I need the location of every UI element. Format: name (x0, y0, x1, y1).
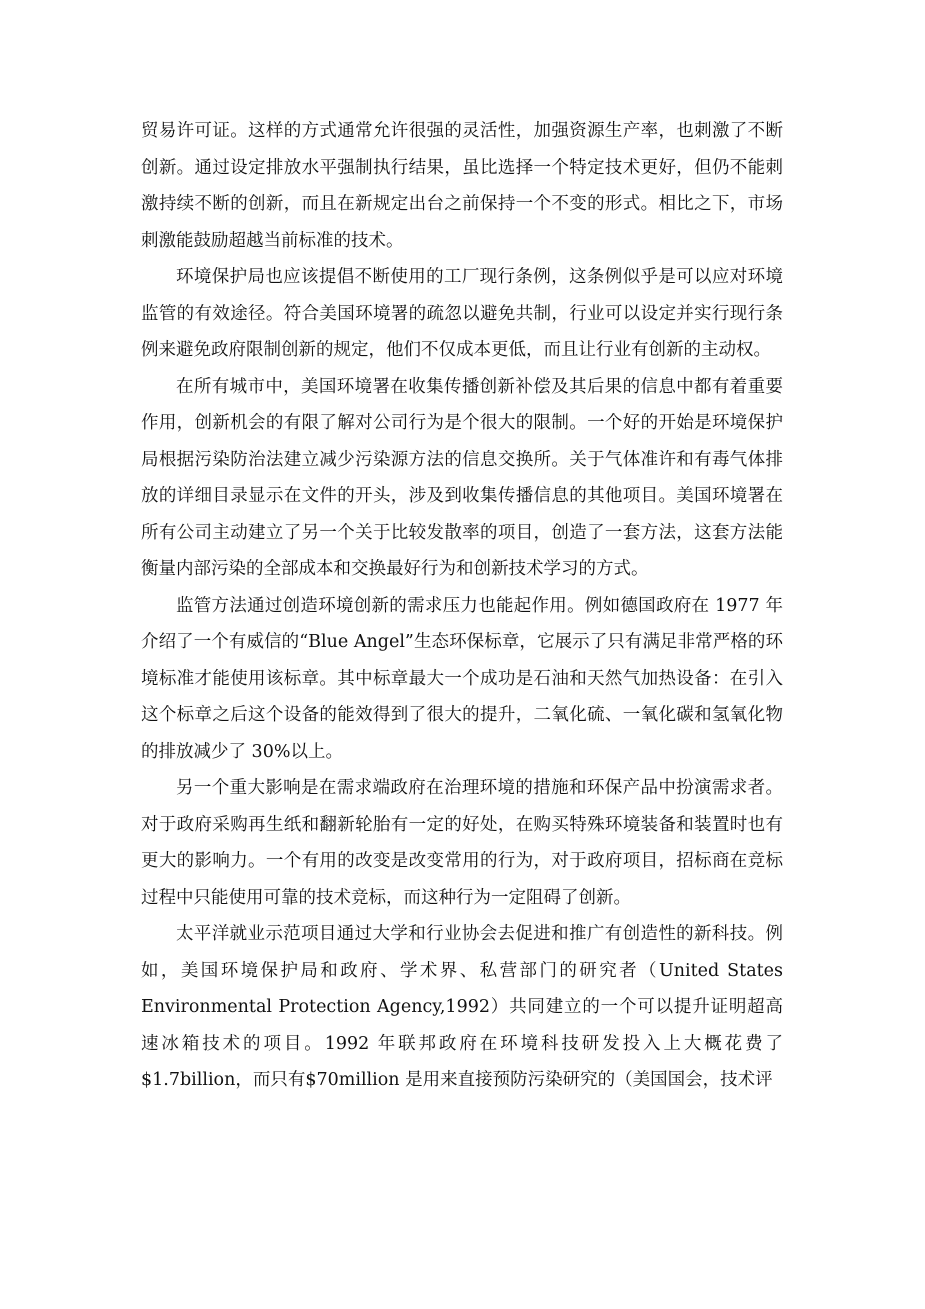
paragraph: 另一个重大影响是在需求端政府在治理环境的措施和环保产品中扮演需求者。对于政府采购再生纸和翻新轮胎有一定的好处，在购买特殊环境装备和装置时也有更大的影响力。一个有用的改变是改变常用的行为，对于政府项目，招标商在竞标过程中只能使用可靠的技术竞标，而这种行为一定阻碍了创新。 (141, 778, 783, 908)
paragraph: 环境保护局也应该提倡不断使用的工厂现行条例，这条例似乎是可以应对环境监管的有效途径。符合美国环境署的疏忽以避免共制，行业可以设定并实行现行条例来避免政府限制创新的规定，他们不仅成本更低，而且让行业有创新的主动权。 (141, 267, 783, 360)
paragraph: 监管方法通过创造环境创新的需求压力也能起作用。例如德国政府在 1977 年介绍了一个有威信的“Blue Angel”生态环保标章，它展示了只有满足非常严格的环境标准才能使用该标章。其中标章最大一个成功是石油和天然气加热设备：在引入这个标章之后这个设备的能效得到了很大的提升，二氧化硫、一氧化碳和氢氧化物的排放减少了 30%以上。 (141, 595, 783, 762)
document-body (141, 113, 783, 1099)
paragraph: 太平洋就业示范项目通过大学和行业协会去促进和推广有创造性的新科技。例如，美国环境保护局和政府、学术界、私营部门的研究者（United States Environmental Protection Agency,1992）共同建立的一个可以提升证明超高速冰箱技术的项目。1992 年联邦政府在环境科技研发投入上大概花费了 $1.7billion，而只有$70million 是用来直接预防污染研究的（美国国会，技术评 (141, 924, 783, 1090)
paragraph: 在所有城市中，美国环境署在收集传播创新补偿及其后果的信息中都有着重要作用，创新机会的有限了解对公司行为是个很大的限制。一个好的开始是环境保护局根据污染防治法建立减少污染源方法的信息交换所。关于气体准许和有毒气体排放的详细目录显示在文件的开头，涉及到收集传播信息的其他项目。美国环境署在所有公司主动建立了另一个关于比较发散率的项目，创造了一套方法，这套方法能衡量内部污染的全部成本和交换最好行为和创新技术学习的方式。 (141, 376, 783, 579)
paragraph: 贸易许可证。这样的方式通常允许很强的灵活性，加强资源生产率，也刺激了不断创新。通过设定排放水平强制执行结果，虽比选择一个特定技术更好，但仍不能刺激持续不断的创新，而且在新规定出台之前保持一个不变的形式。相比之下，市场刺激能鼓励超越当前标准的技术。 (141, 121, 783, 251)
